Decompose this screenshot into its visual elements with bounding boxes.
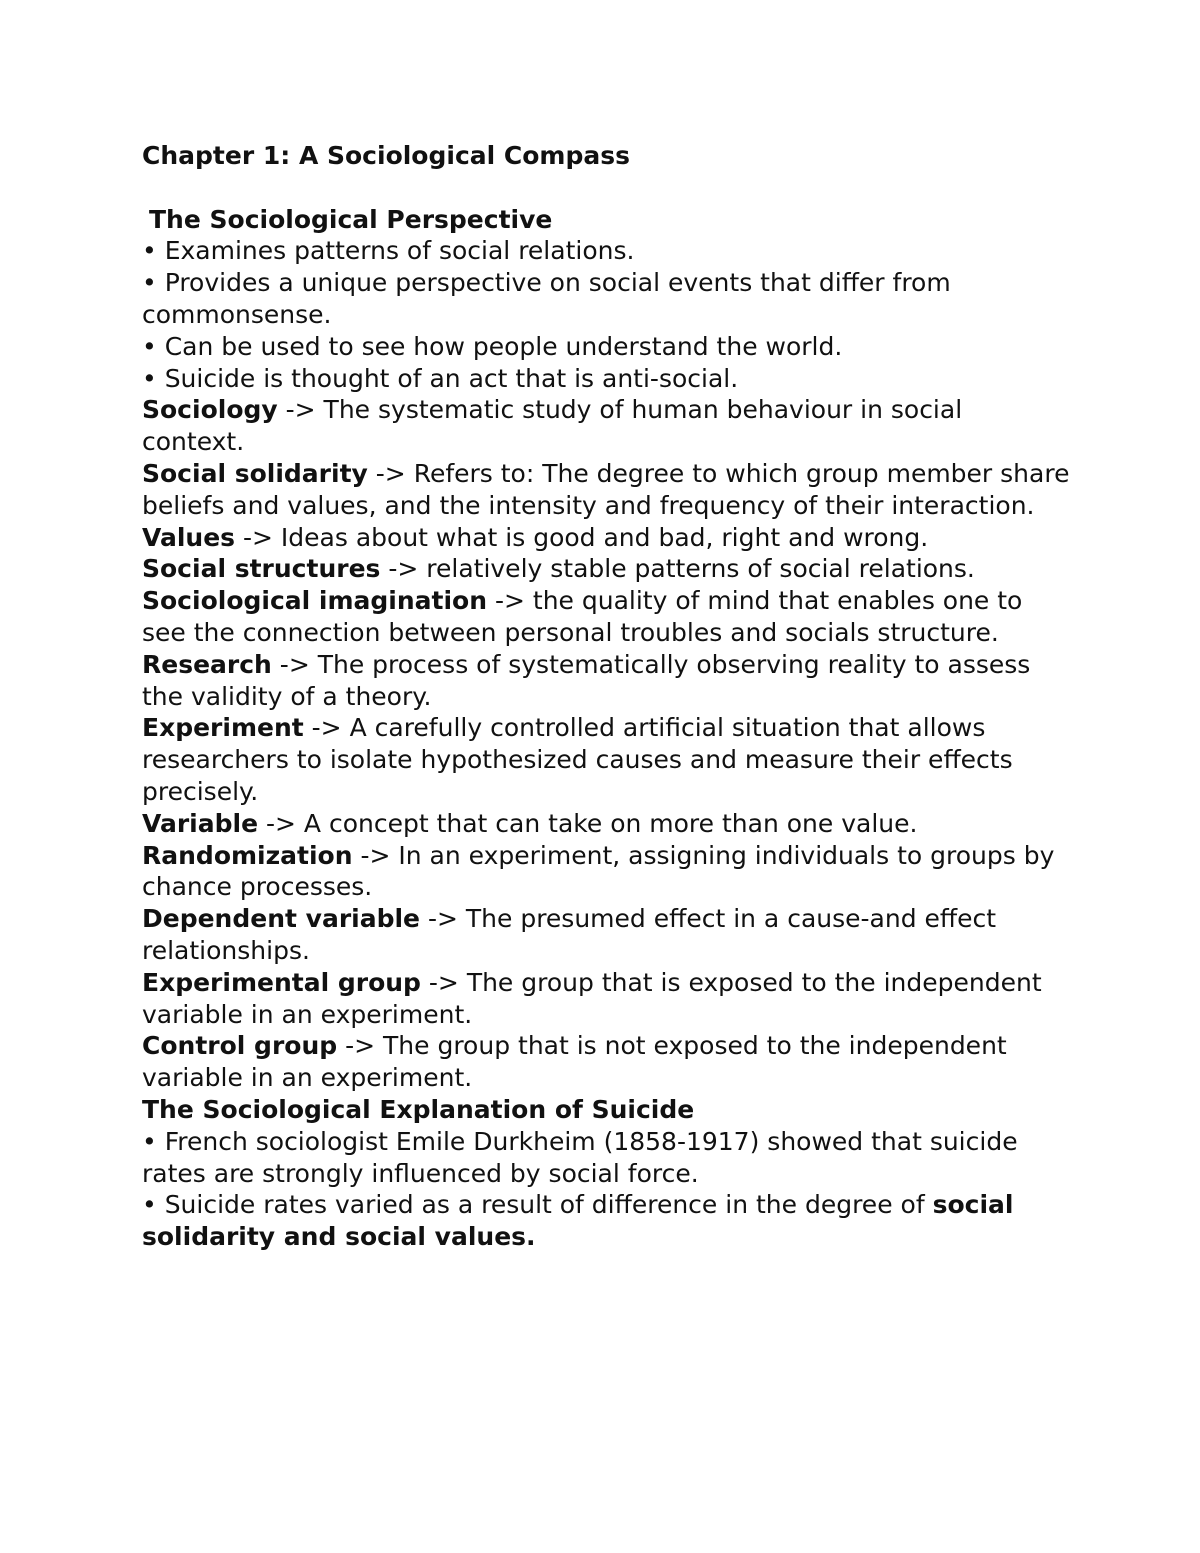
bullet-item: • Examines patterns of social relations. (142, 236, 635, 266)
definition-text: -> The group that is exposed to the independent variable in an experiment. (142, 967, 1042, 1029)
definition-sociology (142, 394, 1072, 458)
definition-text: -> The systematic study of human behaviour in social context. (142, 395, 963, 457)
definition-variable (142, 808, 1072, 840)
definition-text: -> the quality of mind that enables one to see the connection between personal troubles and socials structure. (142, 586, 1023, 647)
definition-text: -> A concept that can take on more than one value. (258, 808, 918, 838)
chapter-title: Chapter 1: A Sociological Compass (142, 141, 631, 170)
definition-term: Values (142, 522, 236, 552)
section-heading-perspective: The Sociological Perspective (149, 204, 553, 234)
definition-text: -> In an experiment, assigning individuals to groups by chance processes. (142, 840, 1055, 902)
definition-term: Variable (142, 808, 259, 838)
definition-sociological-imagination (142, 585, 1072, 649)
definition-text: -> The group that is not exposed to the independent variable in an experiment. (142, 1031, 1007, 1093)
section-heading-suicide: The Sociological Explanation of Suicide (142, 1094, 695, 1124)
bullet-emphasis: social solidarity and social values. (142, 1190, 1014, 1252)
definition-term: Sociology (142, 395, 278, 425)
document-page (142, 140, 1072, 1253)
definition-text: -> Ideas about what is good and bad, right and wrong. (235, 522, 929, 552)
definition-experimental-group (142, 967, 1072, 1031)
definition-values (142, 522, 1072, 554)
definition-term: Control group (142, 1031, 338, 1061)
definition-social-structures (142, 553, 1072, 585)
definition-research (142, 649, 1072, 713)
definition-term: Dependent variable (142, 904, 421, 934)
bullet-item (142, 1189, 1072, 1253)
definition-term: Research (142, 649, 272, 679)
definition-control-group (142, 1030, 1072, 1094)
bullet-item: • Provides a unique perspective on social events that differ from commonsense. (142, 268, 951, 329)
definition-social-solidarity (142, 458, 1072, 522)
definition-term: Randomization (142, 840, 353, 870)
bullet-item: • Suicide is thought of an act that is anti-social. (142, 363, 739, 393)
definition-text: -> The process of systematically observing reality to assess the validity of a theory. (142, 649, 1031, 711)
definition-term: Experimental group (142, 967, 421, 997)
definition-text: -> Refers to: The degree to which group member share beliefs and values, and the intensity and frequency of their interaction. (142, 458, 1070, 520)
definition-text: -> relatively stable patterns of social relations. (380, 554, 975, 584)
bullet-item: • Can be used to see how people understand the world. (142, 331, 843, 361)
definition-term: Sociological imagination (142, 586, 488, 616)
bullet-text: • Suicide rates varied as a result of difference in the degree of (142, 1190, 933, 1220)
definition-dependent-variable (142, 903, 1072, 967)
definition-text: -> A carefully controlled artificial situation that allows researchers to isolate hypothesized causes and measure their effects precisely. (142, 713, 1013, 806)
definition-experiment (142, 712, 1072, 807)
bullet-item: • French sociologist Emile Durkheim (1858-1917) showed that suicide rates are strongly influenced by social force. (142, 1126, 1018, 1188)
definition-text: -> The presumed effect in a cause-and effect relationships. (142, 904, 997, 965)
definition-term: Social structures (142, 554, 381, 584)
definition-term: Experiment (142, 713, 304, 743)
definition-randomization (142, 840, 1072, 904)
definition-term: Social solidarity (142, 458, 368, 488)
